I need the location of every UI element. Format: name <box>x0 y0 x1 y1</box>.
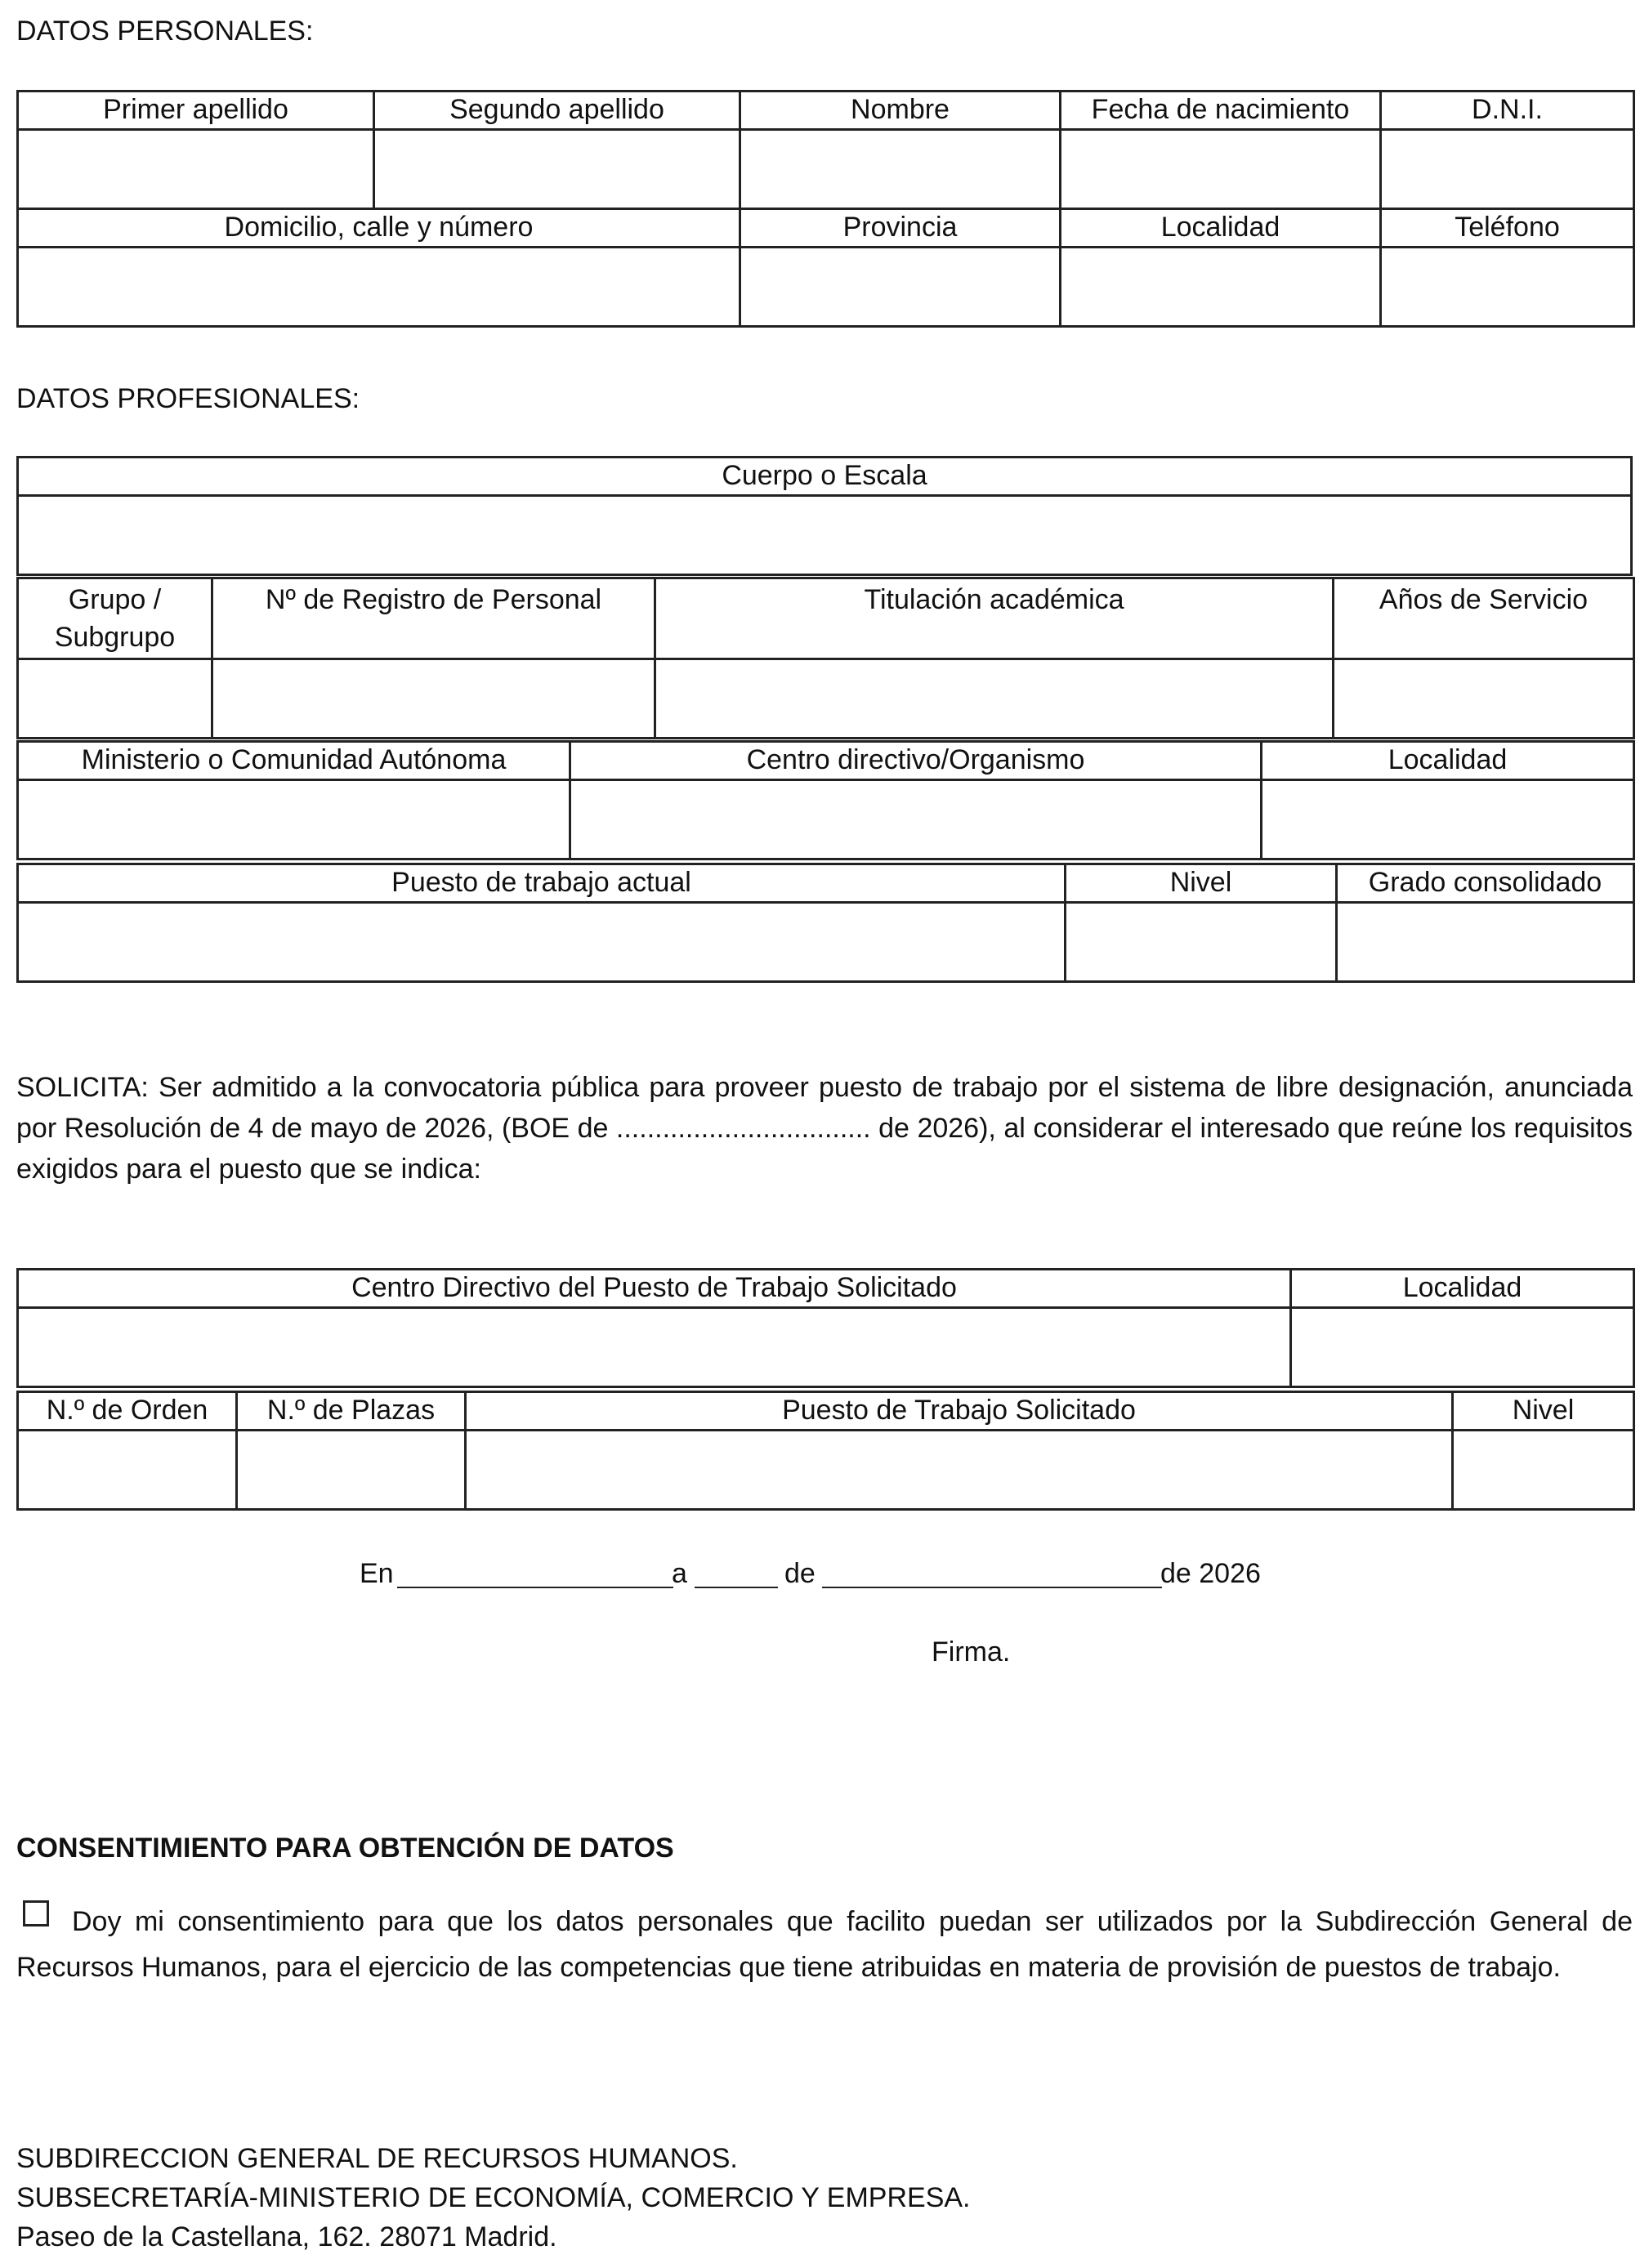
personal-data-table <box>16 90 1635 328</box>
numero-plazas-cell <box>237 1431 466 1510</box>
header-numero-plazas: N.º de Plazas <box>237 1392 466 1431</box>
domicilio-cell <box>18 248 740 327</box>
centro-solicitado-cell <box>18 1308 1291 1387</box>
centro-directivo-cell <box>570 780 1262 859</box>
nivel-solicitado-cell <box>1453 1431 1634 1510</box>
header-anos-servicio: Años de Servicio <box>1334 578 1634 659</box>
numero-plazas-field[interactable] <box>238 1431 464 1508</box>
puesto-actual-table <box>16 863 1635 983</box>
header-titulacion: Titulación académica <box>655 578 1334 659</box>
header-centro-directivo: Centro directivo/Organismo <box>570 742 1262 780</box>
nombre-field[interactable] <box>741 131 1059 208</box>
professional-data-heading: DATOS PROFESIONALES: <box>16 383 360 414</box>
localidad-field[interactable] <box>1061 248 1379 325</box>
ministerio-cell <box>18 780 570 859</box>
segundo-apellido-cell <box>374 130 740 209</box>
date-month-field[interactable] <box>822 1552 1162 1588</box>
header-puesto-actual: Puesto de trabajo actual <box>18 864 1066 903</box>
dni-field[interactable] <box>1382 131 1633 208</box>
nivel-solicitado-field[interactable] <box>1454 1431 1633 1508</box>
date-de-label: de <box>784 1558 816 1589</box>
anos-field[interactable] <box>1334 660 1633 737</box>
footer-line-1: SUBDIRECCION GENERAL DE RECURSOS HUMANOS. <box>16 2143 738 2174</box>
header-primer-apellido: Primer apellido <box>18 92 374 130</box>
nivel-field[interactable] <box>1066 904 1335 980</box>
provincia-cell <box>740 248 1061 327</box>
header-numero-orden: N.º de Orden <box>18 1392 237 1431</box>
primer-apellido-field[interactable] <box>19 131 373 208</box>
centro-directivo-field[interactable] <box>571 781 1260 858</box>
grupo-cell <box>18 659 212 739</box>
header-nivel: Nivel <box>1066 864 1337 903</box>
cuerpo-escala-field[interactable] <box>19 497 1630 574</box>
nivel-cell <box>1066 903 1337 982</box>
personal-data-heading: DATOS PERSONALES: <box>16 16 314 47</box>
grupo-subgrupo-label: Grupo / Subgrupo <box>54 584 176 653</box>
grado-cell <box>1337 903 1634 982</box>
primer-apellido-cell <box>18 130 374 209</box>
puesto-actual-cell <box>18 903 1066 982</box>
requested-puesto-table <box>16 1391 1635 1511</box>
titulacion-cell <box>655 659 1334 739</box>
header-puesto-solicitado: Puesto de Trabajo Solicitado <box>466 1392 1453 1431</box>
grupo-table <box>16 577 1635 739</box>
header-telefono: Teléfono <box>1381 209 1634 248</box>
fecha-nacimiento-field[interactable] <box>1061 131 1379 208</box>
dni-cell <box>1381 130 1634 209</box>
header-provincia: Provincia <box>740 209 1061 248</box>
header-localidad-solicitado: Localidad <box>1291 1270 1634 1308</box>
header-fecha-nacimiento: Fecha de nacimiento <box>1061 92 1381 130</box>
header-centro-solicitado: Centro Directivo del Puesto de Trabajo Solicitado <box>18 1270 1291 1308</box>
cuerpo-table <box>16 456 1633 576</box>
localidad-solicitado-field[interactable] <box>1292 1309 1633 1386</box>
centro-solicitado-field[interactable] <box>19 1309 1289 1386</box>
domicilio-field[interactable] <box>19 248 739 325</box>
anos-cell <box>1334 659 1634 739</box>
grado-field[interactable] <box>1338 904 1633 980</box>
date-place-field[interactable] <box>397 1552 673 1588</box>
header-nivel-solicitado: Nivel <box>1453 1392 1634 1431</box>
registro-cell <box>212 659 655 739</box>
titulacion-field[interactable] <box>656 660 1332 737</box>
localidad-prof-cell <box>1262 780 1634 859</box>
header-registro-personal: Nº de Registro de Personal <box>212 578 655 659</box>
header-dni: D.N.I. <box>1381 92 1634 130</box>
footer-line-2: SUBSECRETARÍA-MINISTERIO DE ECONOMÍA, COMERCIO Y EMPRESA. <box>16 2182 971 2213</box>
nombre-cell <box>740 130 1061 209</box>
date-en-label: En <box>360 1558 394 1589</box>
header-localidad-prof: Localidad <box>1262 742 1634 780</box>
segundo-apellido-field[interactable] <box>375 131 739 208</box>
header-segundo-apellido: Segundo apellido <box>374 92 740 130</box>
telefono-field[interactable] <box>1382 248 1633 325</box>
header-domicilio: Domicilio, calle y número <box>18 209 740 248</box>
registro-field[interactable] <box>213 660 654 737</box>
consent-text: Doy mi consentimiento para que los datos personales que facilito puedan ser utilizados por la Subdirección General de Recursos Humanos, para el ejercicio de las competencias que tiene atribuidas en materia de provisión de puestos de trabajo. <box>16 1906 1633 1983</box>
date-day-field[interactable] <box>695 1552 778 1588</box>
ministerio-field[interactable] <box>19 781 569 858</box>
grupo-field[interactable] <box>19 660 211 737</box>
fecha-nacimiento-cell <box>1061 130 1381 209</box>
header-cuerpo-escala: Cuerpo o Escala <box>18 458 1632 496</box>
header-grupo-subgrupo <box>18 578 212 659</box>
header-ministerio: Ministerio o Comunidad Autónoma <box>18 742 570 780</box>
puesto-solicitado-cell <box>466 1431 1453 1510</box>
date-a-label: a <box>672 1558 687 1589</box>
localidad-prof-field[interactable] <box>1262 781 1633 858</box>
provincia-field[interactable] <box>741 248 1059 325</box>
footer-line-3: Paseo de la Castellana, 162. 28071 Madrid. <box>16 2221 557 2252</box>
puesto-actual-field[interactable] <box>19 904 1064 980</box>
localidad-cell <box>1061 248 1381 327</box>
header-nombre: Nombre <box>740 92 1061 130</box>
localidad-solicitado-cell <box>1291 1308 1634 1387</box>
firma-label: Firma. <box>932 1636 1011 1668</box>
cuerpo-escala-cell <box>18 496 1632 575</box>
date-year-label: de 2026 <box>1160 1558 1261 1589</box>
ministerio-table <box>16 740 1635 860</box>
telefono-cell <box>1381 248 1634 327</box>
consent-title: CONSENTIMIENTO PARA OBTENCIÓN DE DATOS <box>16 1833 674 1864</box>
numero-orden-cell <box>18 1431 237 1510</box>
puesto-solicitado-field[interactable] <box>467 1431 1451 1508</box>
header-grado: Grado consolidado <box>1337 864 1634 903</box>
requested-centro-table <box>16 1268 1635 1388</box>
solicita-paragraph: SOLICITA: Ser admitido a la convocatoria pública para proveer puesto de trabajo por el sistema de libre designación, anunciada por Resolución de 4 de mayo de 2026, (BOE de ................................. de 2026), al considerar el interesado que reúne los requisitos exigidos para el puesto que se indica: <box>16 1072 1633 1185</box>
header-localidad: Localidad <box>1061 209 1381 248</box>
numero-orden-field[interactable] <box>19 1431 235 1508</box>
